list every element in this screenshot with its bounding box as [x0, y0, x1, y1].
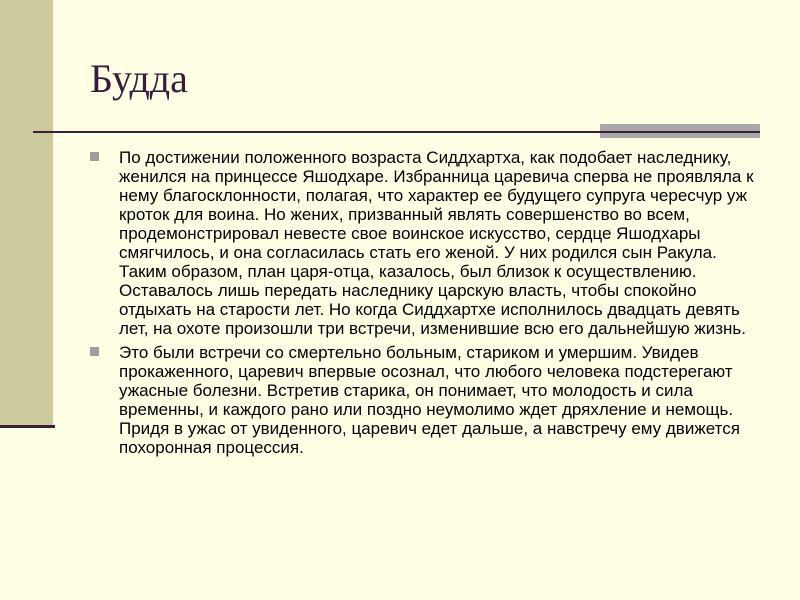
left-band-underline — [0, 425, 55, 428]
bullet-text: По достижении положенного возраста Сиддхартха, как подобает наследнику, женился на принцессе Яшодхаре. Избранница царевича сперва не проявляла к нему благосклонности, полагая, что характер ее будущего супруга чересчур уж кроток для воина. Но жених, призванный являть совершенство во всем, продемонстрировал невесте свое воинское искусство, сердце Яшодхары смягчилось, и она согласилась стать его женой. У них родился сын Ракула. Таким образом, план царя-отца, казалось, был близок к осуществлению. Оставалось лишь передать наследнику царскую власть, чтобы спокойно отдыхать на старости лет. Но когда Сиддхартхе исполнилось двадцать девять лет, на охоте произошли три встречи, изменившие всю его дальнейшую жизнь. — [119, 148, 754, 338]
slide-title: Будда — [90, 56, 188, 101]
slide-body — [90, 148, 760, 462]
bullet-item — [90, 343, 760, 457]
left-decorative-band — [0, 0, 53, 425]
square-bullet-icon — [90, 347, 99, 356]
bullet-item — [90, 148, 760, 338]
square-bullet-icon — [90, 152, 99, 161]
bullet-text: Это были встречи со смертельно больным, стариком и умершим. Увидев прокаженного, царевич впервые осознал, что любого человека подстерегают ужасные болезни. Встретив старика, он понимает, что молодость и сила временны, и каждого рано или поздно неумолимо ждет дряхление и немощь. Придя в ужас от увиденного, царевич едет дальше, а навстречу ему движется похоронная процессия. — [119, 343, 740, 457]
title-divider — [33, 131, 760, 133]
